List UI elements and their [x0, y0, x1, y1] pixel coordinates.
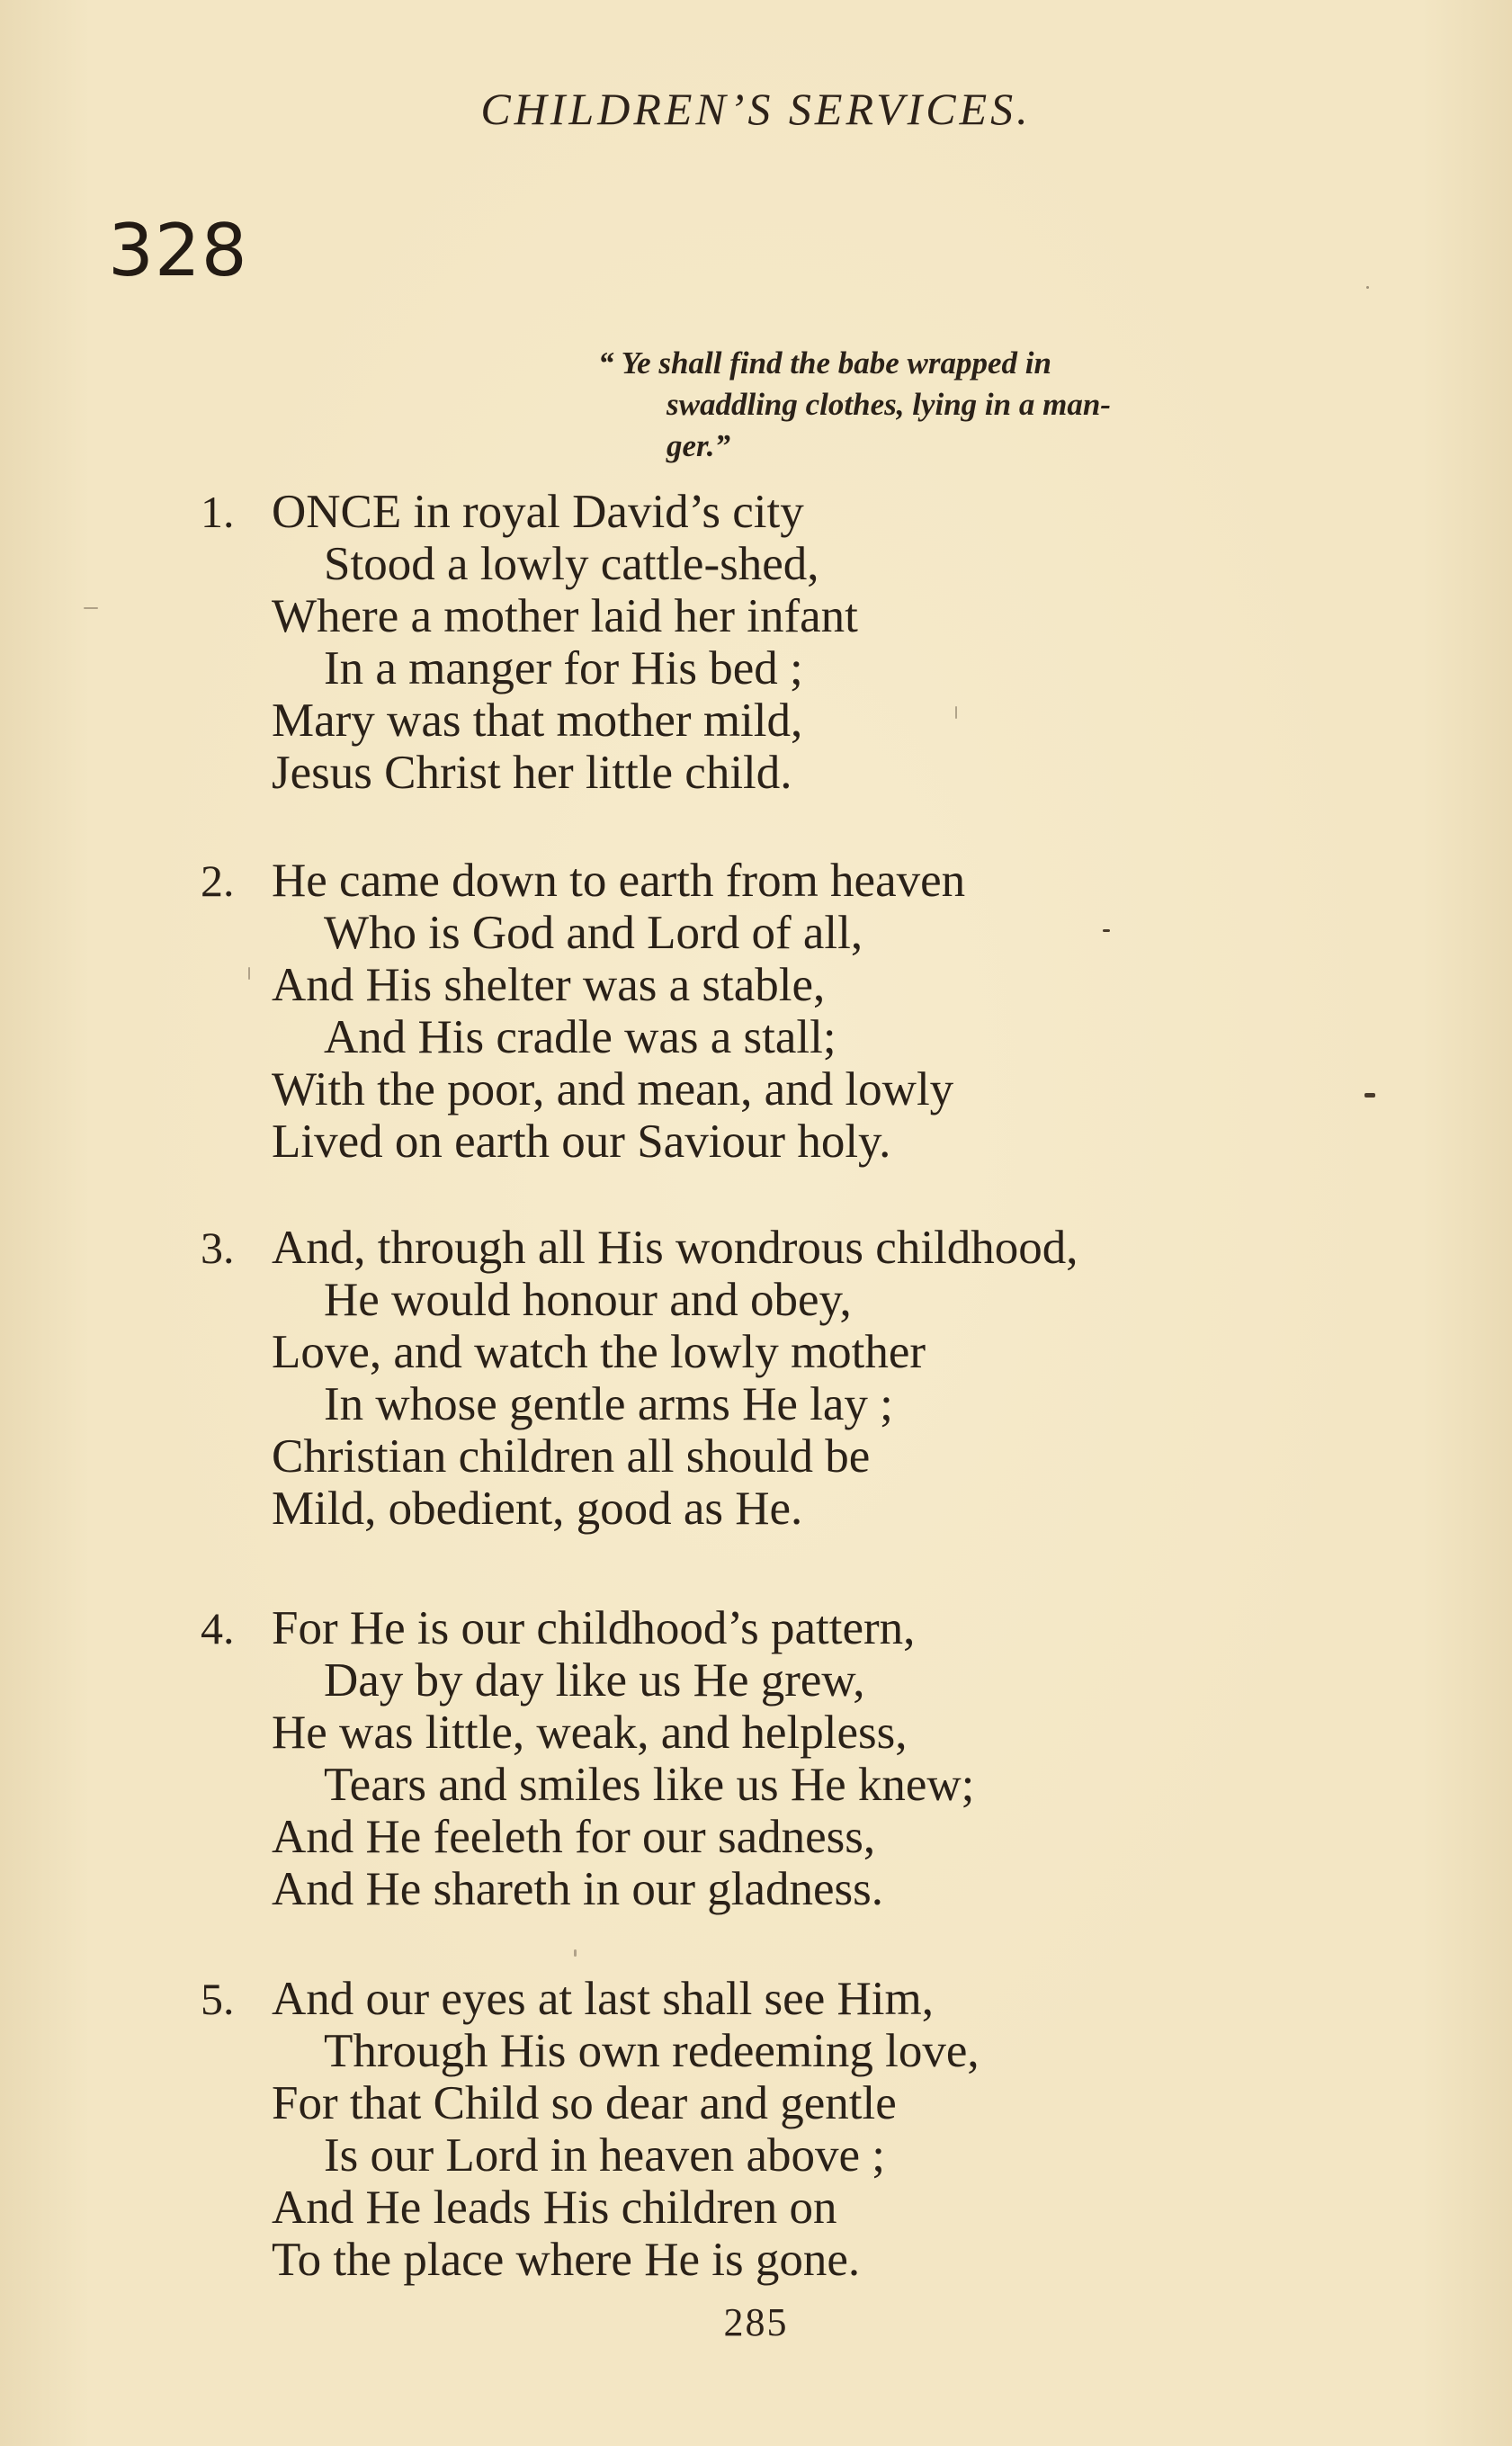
verse-line: To the place where He is gone.	[272, 2234, 861, 2286]
verse-line: And He feeleth for our sadness,	[272, 1811, 876, 1863]
verse-line: And His cradle was a stall;	[324, 1011, 837, 1063]
verse-line: Love, and watch the lowly mother	[272, 1326, 926, 1378]
verse-line: And, through all His wondrous childhood,	[272, 1222, 1078, 1274]
verse-line: Lived on earth our Saviour holy.	[272, 1115, 891, 1168]
verse-line: Tears and smiles like us He knew;	[324, 1759, 975, 1811]
print-speck	[574, 1949, 577, 1957]
verse-line: Jesus Christ her little child.	[272, 747, 792, 799]
verse-line: Mary was that mother mild,	[272, 694, 803, 747]
running-head: CHILDREN’S SERVICES.	[480, 84, 1032, 134]
verse-line: Mild, obedient, good as He.	[272, 1483, 803, 1535]
stanza-number: 2.	[201, 856, 235, 906]
epigraph-line: “ Ye shall find the babe wrapped in	[598, 345, 1051, 381]
verse-line: Who is God and Lord of all,	[324, 907, 863, 959]
print-speck	[248, 967, 250, 980]
print-speck	[1364, 1093, 1375, 1098]
verse-line: He would honour and obey,	[324, 1274, 852, 1326]
verse-line: For He is our childhood’s pattern,	[272, 1602, 916, 1654]
print-speck	[955, 706, 957, 719]
epigraph-line: swaddling clothes, lying in a man-	[667, 387, 1111, 422]
verse-line: Christian children all should be	[272, 1430, 871, 1483]
verse-line: And He leads His children on	[272, 2182, 837, 2234]
stanza-number: 1.	[201, 487, 235, 537]
epigraph-line: ger.”	[667, 428, 730, 463]
hymn-number: 328	[108, 209, 248, 292]
verse-line: Day by day like us He grew,	[324, 1654, 865, 1707]
verse-line: In whose gentle arms He lay ;	[324, 1378, 893, 1430]
verse-line: He came down to earth from heaven	[272, 855, 966, 907]
verse-line: Through His own redeeming love,	[324, 2025, 980, 2077]
print-speck	[84, 607, 98, 609]
verse-line: He was little, weak, and helpless,	[272, 1707, 908, 1759]
verse-line: Is our Lord in heaven above ;	[324, 2129, 886, 2182]
verse-line: And He shareth in our gladness.	[272, 1863, 884, 1915]
print-speck	[1366, 286, 1369, 289]
epigraph	[598, 343, 1336, 467]
verse-line: Where a mother laid her infant	[272, 590, 858, 642]
verse-line: ONCE in royal David’s city	[272, 486, 804, 538]
verse-line: And our eyes at last shall see Him,	[272, 1973, 934, 2025]
verse-line: For that Child so dear and gentle	[272, 2077, 897, 2129]
page-number: 285	[723, 2300, 789, 2344]
stanza-number: 3.	[201, 1223, 235, 1273]
print-speck	[1103, 929, 1110, 932]
verse-line: Stood a lowly cattle-shed,	[324, 538, 819, 590]
verse-line: In a manger for His bed ;	[324, 642, 803, 694]
verse-line: With the poor, and mean, and lowly	[272, 1063, 954, 1115]
stanza-number: 5.	[201, 1974, 235, 2024]
stanza-number: 4.	[201, 1603, 235, 1653]
verse-line: And His shelter was a stable,	[272, 959, 826, 1011]
